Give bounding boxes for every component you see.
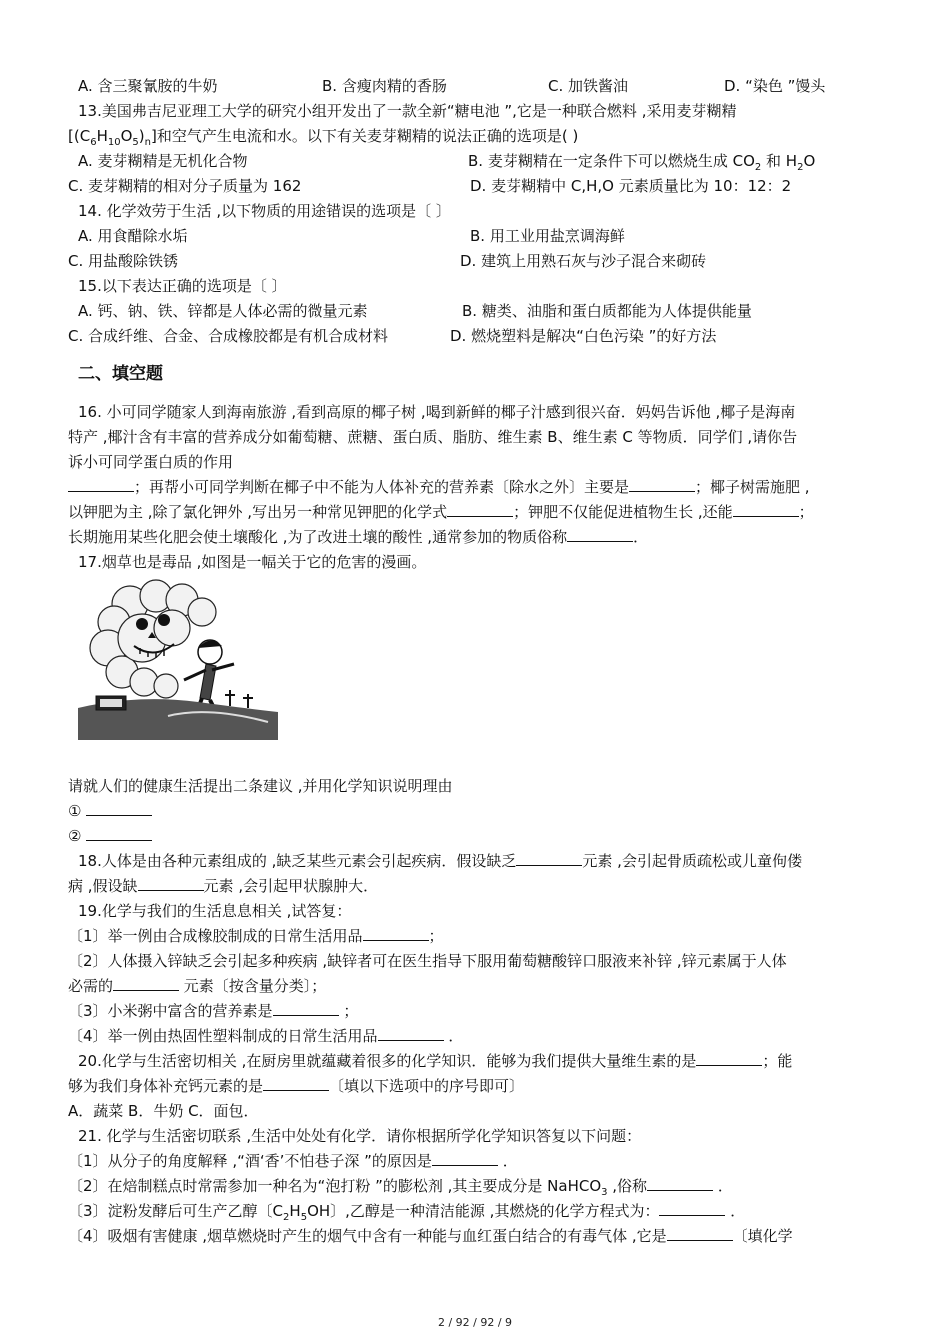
q14-option-d: D. 建筑上用熟石灰与沙子混合来砌砖 [460, 252, 707, 270]
answer-blank[interactable] [647, 1176, 713, 1191]
q13-option-d: D. 麦芽糊精中 C,H,O 元素质量比为 10：12：2 [470, 177, 792, 195]
q16-line1: 16. 小可同学随家人到海南旅游 ,看到高原的椰子树 ,喝到新鲜的椰子汁感到很兴奋．妈妈告诉他 ,椰子是海南 [78, 403, 796, 421]
answer-blank[interactable] [378, 1026, 444, 1041]
q15-option-d: D. 燃烧塑料是解决“白色污染 ”的好方法 [450, 327, 717, 345]
answer-blank[interactable] [363, 926, 429, 941]
answer-blank[interactable] [86, 801, 152, 816]
answer-blank[interactable] [696, 1051, 762, 1066]
q20-line2: 够为我们身体补充钙元素的是 〔填以下选项中的序号即可〕 [68, 1077, 525, 1095]
answer-blank[interactable] [263, 1076, 329, 1091]
q16-line2: 特产 ,椰汁含有丰富的营养成分如葡萄糖、蔗糖、蛋白质、脂肪、维生素 B、维生素 C 等物质．同学们 ,请你告 [68, 428, 798, 446]
q13-stem-line2: $[(C_6H_{10}O_5)_n]$和空气产生电流和水。以下有关麦芽糊精的说法正确的选项是( ) [68, 127, 579, 148]
q19-part2-cont: 必需的 元素〔按含量分类〕； [68, 977, 327, 995]
q17-item-2: ② [68, 826, 152, 846]
answer-blank[interactable] [516, 851, 582, 866]
q15-option-c: C. 合成纤维、合金、合成橡胶都是有机合成材料 [68, 327, 389, 345]
answer-blank[interactable] [86, 826, 152, 841]
q12-option-c: C. 加铁酱油 [548, 77, 629, 95]
q20-line1: 20.化学与生活密切相关 ,在厨房里就蕴藏着很多的化学知识．能够为我们提供大量维生素的是 ；能 [78, 1052, 793, 1070]
section-heading-fill-blank: 二、填空题 [78, 364, 163, 384]
q15-option-a: A. 钙、钠、铁、锌都是人体必需的微量元素 [78, 302, 368, 320]
q20-options: A．蔬菜 B．牛奶 C．面包． [68, 1102, 259, 1120]
q17-stem: 17.烟草也是毒品 ,如图是一幅关于它的危害的漫画。 [78, 553, 427, 571]
q19-part3: 〔3〕小米粥中富含的营养素是 ； [68, 1002, 359, 1020]
q12-option-d: D. “染色 ”馒头 [724, 77, 826, 95]
q15-option-b: B. 糖类、油脂和蛋白质都能为人体提供能量 [462, 302, 752, 320]
q12-option-b: B. 含瘦肉精的香肠 [322, 77, 447, 95]
q14-option-b: B. 用工业用盐烹调海鲜 [470, 227, 625, 245]
q18-line1: 18.人体是由各种元素组成的 ,缺乏某些元素会引起疾病．假设缺乏 元素 ,会引起骨质疏松或儿童佝偻 [78, 852, 802, 870]
page-footer: 2 / 92 / 92 / 9 [437, 1316, 513, 1329]
q21-stem: 21. 化学与生活密切联系 ,生活中处处有化学．请你根据所学化学知识答复以下问题： [78, 1127, 642, 1145]
q21-part1: 〔1〕从分子的角度解释 ,“酒‘香’不怕巷子深 ”的原因是 ． [68, 1152, 518, 1170]
q21-part4: 〔4〕吸烟有害健康 ,烟草燃烧时产生的烟气中含有一种能与血红蛋白结合的有毒气体 ,它是 〔填化学 [68, 1227, 793, 1245]
q21-part2: 〔2〕在焙制糕点时常需参加一种名为“泡打粉 ”的膨松剂 ,其主要成分是 NaHCO$_3$ ,俗称 ． [68, 1177, 733, 1198]
answer-blank[interactable] [432, 1151, 498, 1166]
q18-line2: 病 ,假设缺 元素 ,会引起甲状腺肿大． [68, 877, 379, 895]
q17-prompt: 请就人们的健康生活提出二条建议 ,并用化学知识说明理由 [68, 777, 453, 795]
answer-blank[interactable] [273, 1001, 339, 1016]
q13-stem-line1: 13.美国弗吉尼亚理工大学的研究小组开发出了一款全新“糖电池 ”,它是一种联合燃料 ,采用麦芽糊精 [78, 102, 737, 120]
answer-blank[interactable] [447, 502, 513, 517]
answer-blank[interactable] [68, 477, 134, 492]
smoking-cartoon-image [78, 578, 278, 740]
answer-blank[interactable] [113, 976, 179, 991]
q19-part2: 〔2〕人体摄入锌缺乏会引起多种疾病 ,缺锌者可在医生指导下服用葡萄糖酸锌口服液来补锌 ,锌元素属于人体 [68, 952, 787, 970]
q21-part3: 〔3〕淀粉发酵后可生产乙醇〔$C_2H_5OH$〕,乙醇是一种清洁能源 ,其燃烧的化学方程式为： ． [68, 1202, 746, 1223]
q12-option-a: A. 含三聚氰胺的牛奶 [78, 77, 218, 95]
q16-line6: 长期施用某些化肥会使土壤酸化 ,为了改进土壤的酸性 ,通常参加的物质俗称 ． [68, 528, 649, 546]
answer-blank[interactable] [733, 502, 799, 517]
q16-line4: ；再帮小可同学判断在椰子中不能为人体补充的营养素〔除水之外〕主要是 ；椰子树需施肥 , [68, 477, 810, 497]
q19-stem: 19.化学与我们的生活息息相关 ,试答复： [78, 902, 352, 920]
q14-stem: 14. 化学效劳于生活 ,以下物质的用途错误的选项是〔 〕 [78, 202, 451, 220]
q14-option-c: C. 用盐酸除铁锈 [68, 252, 179, 270]
q19-part1: 〔1〕举一例由合成橡胶制成的日常生活用品 ； [68, 927, 444, 945]
q15-stem: 15.以下表达正确的选项是〔 〕 [78, 277, 287, 295]
q13-option-a: A. 麦芽糊精是无机化合物 [78, 152, 248, 170]
q19-part4: 〔4〕举一例由热固性塑料制成的日常生活用品 ． [68, 1027, 464, 1045]
answer-blank[interactable] [659, 1201, 725, 1216]
q13-option-c: C. 麦芽糊精的相对分子质量为 162 [68, 177, 302, 195]
q16-line5: 以钾肥为主 ,除了氯化钾外 ,写出另一种常见钾肥的化学式 ；钾肥不仅能促进植物生长 ,还能 ； [68, 503, 814, 521]
answer-blank[interactable] [629, 477, 695, 492]
answer-blank[interactable] [567, 527, 633, 542]
q13-option-b: B. 麦芽糊精在一定条件下可以燃烧生成 $CO_2$ 和 $H_2O$ [468, 152, 816, 173]
answer-blank[interactable] [138, 876, 204, 891]
q16-line3: 诉小可同学蛋白质的作用 [68, 453, 234, 471]
q14-option-a: A. 用食醋除水垢 [78, 227, 188, 245]
answer-blank[interactable] [667, 1226, 733, 1241]
q17-item-1: ① [68, 801, 152, 821]
